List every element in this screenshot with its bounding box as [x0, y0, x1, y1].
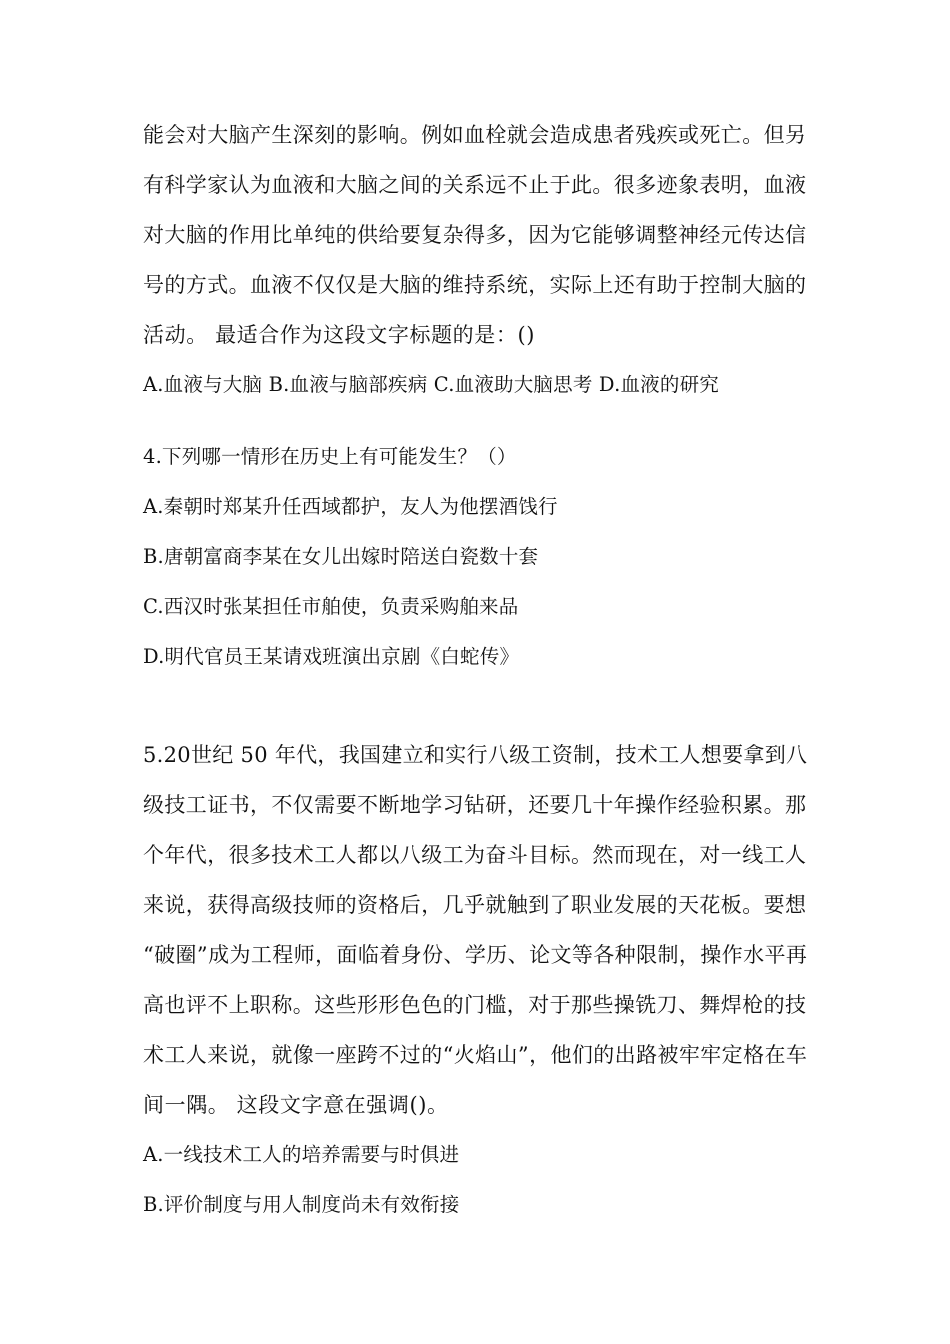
q5-line-2: 级技工证书，不仅需要不断地学习钻研，还要几十年操作经验积累。那	[143, 793, 807, 817]
q3-line-4: 号的方式。血液不仅仅是大脑的维持系统，实际上还有助于控制大脑的	[143, 273, 807, 297]
q3-line-5: 活动。 最适合作为这段文字标题的是：()	[143, 323, 536, 347]
q5-option-b: B.评价制度与用人制度尚未有效衔接	[143, 1193, 460, 1216]
q3-line-2: 有科学家认为血液和大脑之间的关系远不止于此。很多迹象表明，血液	[143, 173, 807, 197]
q4-option-d: D.明代官员王某请戏班演出京剧《白蛇传》	[143, 645, 520, 668]
q5-line-3: 个年代，很多技术工人都以八级工为奋斗目标。然而现在，对一线工人	[143, 843, 807, 867]
q5-line-1: 5.20世纪 50 年代，我国建立和实行八级工资制，技术工人想要拿到八	[143, 743, 808, 767]
q4-stem: 4.下列哪一情形在历史上有可能发生？（）	[143, 445, 517, 468]
q5-line-8: 间一隅。 这段文字意在强调()。	[143, 1093, 449, 1117]
q4-option-a: A.秦朝时郑某升任西域都护，友人为他摆酒饯行	[143, 495, 558, 518]
q4-option-c: C.西汉时张某担任市舶使，负责采购舶来品	[143, 595, 519, 618]
q5-line-4: 来说，获得高级技师的资格后，几乎就触到了职业发展的天花板。要想	[143, 893, 807, 917]
q5-line-7: 术工人来说，就像一座跨不过的“火焰山”，他们的出路被牢牢定格在车	[143, 1043, 808, 1067]
q4-option-b: B.唐朝富商李某在女儿出嫁时陪送白瓷数十套	[143, 545, 539, 568]
q3-line-1: 能会对大脑产生深刻的影响。例如血栓就会造成患者残疾或死亡。但另	[143, 123, 807, 147]
q3-options: A.血液与大脑 B.血液与脑部疾病 C.血液助大脑思考 D.血液的研究	[143, 373, 719, 396]
q5-line-6: 高也评不上职称。这些形形色色的门槛，对于那些操铣刀、舞焊枪的技	[143, 993, 807, 1017]
q3-line-3: 对大脑的作用比单纯的供给要复杂得多，因为它能够调整神经元传达信	[143, 223, 807, 247]
q5-line-5: “破圈”成为工程师，面临着身份、学历、论文等各种限制，操作水平再	[143, 943, 808, 967]
q5-option-a: A.一线技术工人的培养需要与时俱进	[143, 1143, 460, 1166]
